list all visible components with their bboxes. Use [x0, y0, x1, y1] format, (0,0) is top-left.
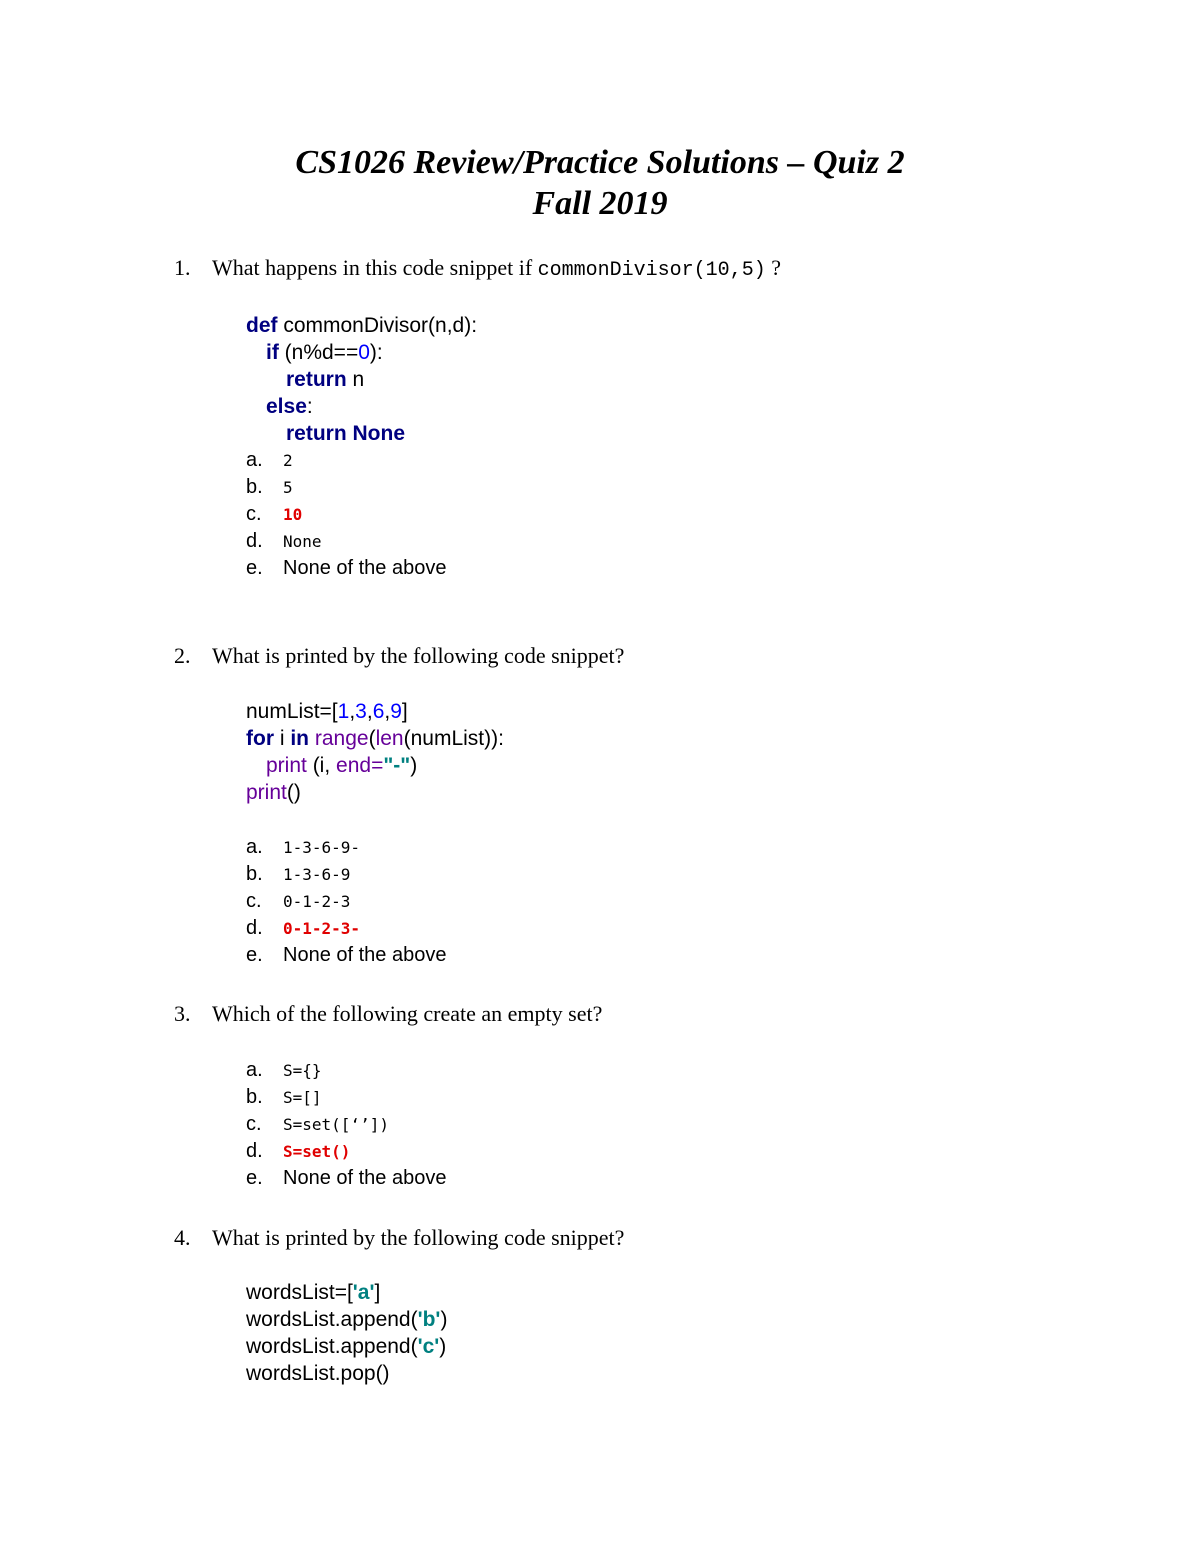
- q4-code-line-4: [246, 1360, 390, 1387]
- q1-option-c-letter: c.: [246, 503, 262, 525]
- code-text: ): [440, 1308, 448, 1331]
- code-builtin: print: [246, 781, 287, 804]
- q3-option-a-letter: a.: [246, 1059, 263, 1081]
- code-string: 'a': [352, 1281, 375, 1304]
- q2-code-line-3: [266, 752, 417, 779]
- code-number: 6: [372, 700, 385, 723]
- q3-option-e-letter: e.: [246, 1167, 263, 1189]
- code-text: (n%d==: [278, 341, 359, 364]
- q4-code-line-3: [246, 1333, 446, 1360]
- code-text: n: [346, 368, 365, 391]
- code-text: wordsList.append(: [246, 1335, 418, 1358]
- code-text: ): [439, 1335, 447, 1358]
- code-text: (: [368, 727, 376, 750]
- q1-option-b-text: 5: [283, 478, 293, 497]
- q2-option-d-letter: d.: [246, 917, 263, 939]
- q1-code-line-4: [266, 393, 313, 420]
- code-text: ,: [349, 700, 356, 723]
- q4-code-line-2: [246, 1306, 447, 1333]
- q1-code-line-3: [286, 366, 364, 393]
- code-string: 'c': [417, 1335, 440, 1358]
- question-1-inline-code: commonDivisor(10,5): [537, 259, 766, 282]
- code-keyword: in: [290, 727, 310, 750]
- q2-code-line-2: [246, 725, 504, 752]
- q1-option-a-text: 2: [283, 451, 293, 470]
- document-title: CS1026 Review/Practice Solutions – Quiz 2: [295, 144, 905, 181]
- code-text: i: [274, 727, 291, 750]
- code-string: "-": [383, 754, 411, 777]
- code-text: ,: [384, 700, 391, 723]
- code-builtin: range: [314, 727, 369, 750]
- q3-option-d-text-correct: S=set(): [283, 1142, 351, 1161]
- question-1-text-prefix: What happens in this code snippet if: [212, 255, 538, 280]
- q2-option-a-text: 1-3-6-9-: [283, 838, 361, 857]
- code-number: 0: [358, 341, 370, 364]
- code-keyword: if: [266, 341, 279, 364]
- q1-code-line-2: [266, 339, 383, 366]
- code-keyword: return: [286, 368, 347, 391]
- code-text: wordsList.pop(): [246, 1362, 390, 1385]
- q2-option-b-letter: b.: [246, 863, 263, 885]
- code-keyword: for: [246, 727, 274, 750]
- q1-option-d-text: None: [283, 532, 322, 551]
- q2-code-line-1: [246, 698, 408, 725]
- code-text: :: [306, 395, 313, 418]
- q2-code-line-4: [246, 779, 301, 806]
- code-text: (): [286, 781, 301, 804]
- code-text: numList=[: [246, 700, 338, 723]
- q3-option-b-text: S=[]: [283, 1088, 322, 1107]
- code-text: wordsList=[: [246, 1281, 353, 1304]
- code-number: 1: [337, 700, 350, 723]
- q3-option-a-text: S={}: [283, 1061, 322, 1080]
- question-1-text: [212, 254, 781, 285]
- q1-option-b-letter: b.: [246, 476, 263, 498]
- document-subtitle: Fall 2019: [532, 185, 668, 222]
- question-3-text: Which of the following create an empty set?: [212, 1001, 603, 1026]
- question-2-text: What is printed by the following code snippet?: [212, 643, 625, 668]
- q3-option-c-text: S=set([‘’]): [283, 1115, 389, 1134]
- code-keyword: else: [266, 395, 307, 418]
- question-1-text-suffix: ?: [765, 255, 781, 280]
- code-text: wordsList.append(: [246, 1308, 418, 1331]
- question-1-number: 1.: [174, 255, 191, 280]
- q1-option-d-letter: d.: [246, 530, 263, 552]
- code-text: (i,: [306, 754, 337, 777]
- code-kwarg: end=: [336, 754, 384, 777]
- question-2-number: 2.: [174, 643, 191, 668]
- question-4-number: 4.: [174, 1225, 191, 1250]
- q2-option-c-text: 0-1-2-3: [283, 892, 351, 911]
- q1-code-line-5: [286, 420, 405, 447]
- q1-option-c-text-correct: 10: [283, 505, 303, 524]
- question-4-text: What is printed by the following code snippet?: [212, 1225, 625, 1250]
- q1-option-a-letter: a.: [246, 449, 263, 471]
- code-builtin: print: [266, 754, 307, 777]
- q3-option-b-letter: b.: [246, 1086, 263, 1108]
- q1-option-e-letter: e.: [246, 557, 263, 579]
- q3-option-c-letter: c.: [246, 1113, 262, 1135]
- code-keyword: return None: [286, 422, 406, 445]
- q2-option-e-letter: e.: [246, 944, 263, 966]
- q4-code-line-1: [246, 1279, 380, 1306]
- code-string: 'b': [417, 1308, 441, 1331]
- code-text: ]: [374, 1281, 381, 1304]
- code-text: commonDivisor(n,d):: [277, 314, 478, 337]
- code-keyword: def: [246, 314, 278, 337]
- q3-option-e-text: None of the above: [283, 1167, 447, 1189]
- question-3-number: 3.: [174, 1001, 191, 1026]
- code-builtin: len: [375, 727, 404, 750]
- q3-option-d-letter: d.: [246, 1140, 263, 1162]
- q1-option-e-text: None of the above: [283, 557, 447, 579]
- code-text: ):: [369, 341, 383, 364]
- code-text: ): [410, 754, 418, 777]
- code-text: (numList)):: [403, 727, 504, 750]
- code-text: ,: [366, 700, 373, 723]
- q2-option-e-text: None of the above: [283, 944, 447, 966]
- q2-option-b-text: 1-3-6-9: [283, 865, 351, 884]
- q1-code-line-1: [246, 312, 477, 339]
- code-number: 9: [390, 700, 402, 723]
- code-number: 3: [355, 700, 367, 723]
- q2-option-a-letter: a.: [246, 836, 263, 858]
- code-text: ]: [401, 700, 408, 723]
- q2-option-c-letter: c.: [246, 890, 262, 912]
- q2-option-d-text-correct: 0-1-2-3-: [283, 919, 361, 938]
